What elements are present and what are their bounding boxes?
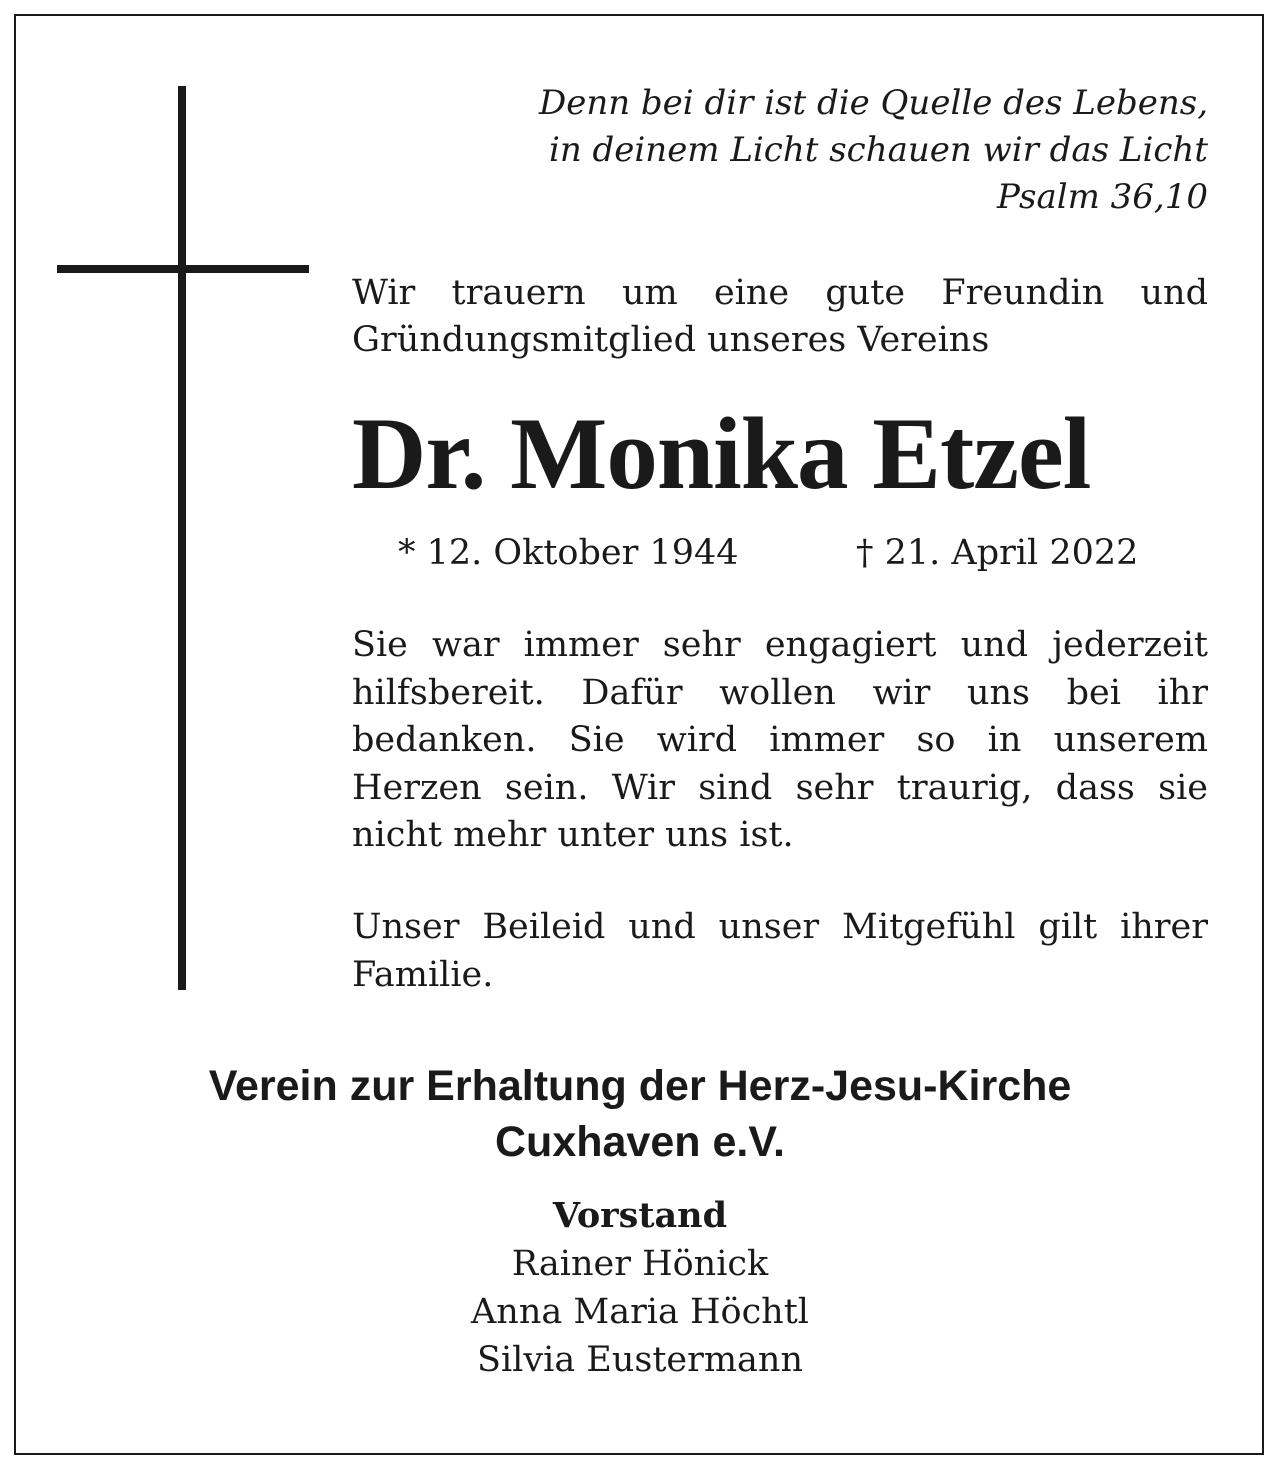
birth-date: * 12. Oktober 1944 <box>398 533 739 573</box>
organization-line-1: Verein zur Erhaltung der Herz-Jesu-Kirche <box>208 1062 1072 1110</box>
bible-verse <box>352 80 1208 221</box>
board-member: Silvia Eustermann <box>476 1340 804 1380</box>
verse-reference: Psalm 36,10 <box>997 177 1208 217</box>
board-title: Vorstand <box>552 1195 728 1236</box>
cross-icon <box>178 86 186 990</box>
organization-name <box>40 1058 1240 1170</box>
cross-icon-bar <box>57 265 309 273</box>
board-list <box>240 1192 1040 1384</box>
mourning-intro: Wir trauern um eine gute Freundin und Gründungsmitglied unseres Vereins <box>352 273 1208 360</box>
tribute-paragraph: Sie war immer sehr engagiert und jederzeit hilfsbereit. Dafür wollen wir uns bei ihr bedanken. Sie wird immer so in unserem Herzen sein. Wir sind sehr traurig, dass sie nicht mehr unter uns ist. <box>352 625 1208 855</box>
verse-line-1: Denn bei dir ist die Quelle des Lebens, <box>538 83 1208 123</box>
death-date: † 21. April 2022 <box>856 533 1139 573</box>
organization-line-2: Cuxhaven e.V. <box>495 1118 785 1166</box>
board-member: Rainer Hönick <box>511 1244 769 1284</box>
condolence-paragraph: Unser Beileid und unser Mitgefühl gilt ihrer Familie. <box>352 907 1208 995</box>
verse-line-2: in deinem Licht schauen wir das Licht <box>548 130 1208 170</box>
board-member: Anna Maria Höchtl <box>471 1292 809 1332</box>
deceased-name: Dr. Monika Etzel <box>352 397 1091 511</box>
